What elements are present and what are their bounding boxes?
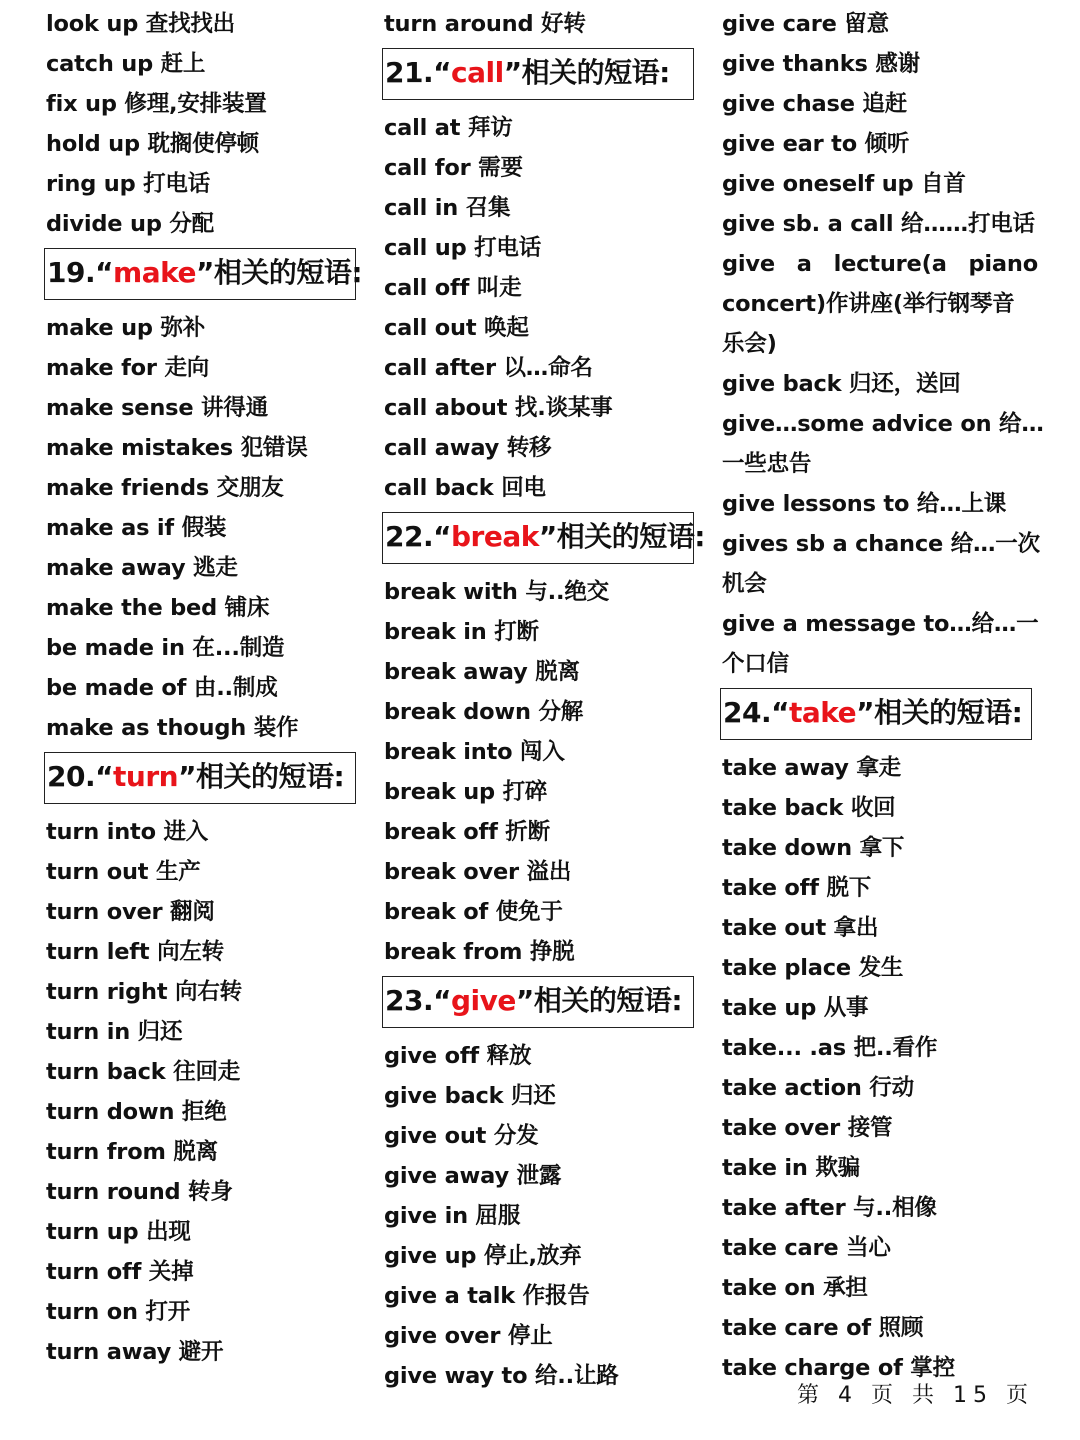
heading-quote: ” [195, 256, 214, 289]
phrase-line: call out 唤起 [384, 315, 529, 341]
phrase-line: give a lecture(a piano [722, 251, 1038, 277]
heading-quote: ” [515, 984, 534, 1017]
phrase-line: give back 归还 [384, 1083, 556, 1109]
phrase-line: give out 分发 [384, 1123, 539, 1149]
heading-keyword: take [789, 696, 857, 729]
phrase-line: take action 行动 [722, 1075, 914, 1101]
phrase-line: give way to 给..让路 [384, 1363, 619, 1389]
phrase-line: take care 当心 [722, 1235, 891, 1261]
phrase-line: 机会 [722, 571, 767, 597]
heading-suffix: 相关的短语: [521, 56, 670, 89]
phrase-line: call after 以…命名 [384, 355, 593, 381]
phrase-line: give care 留意 [722, 11, 889, 37]
phrase-line: make mistakes 犯错误 [46, 435, 308, 461]
heading-suffix: 相关的短语: [874, 696, 1023, 729]
heading-quote: “ [95, 760, 114, 793]
heading-quote: ” [856, 696, 875, 729]
heading-quote: ” [503, 56, 522, 89]
heading-suffix: 相关的短语: [195, 760, 345, 793]
section-heading [44, 248, 363, 300]
phrase-line: turn left 向左转 [46, 939, 224, 965]
phrase-line: hold up 耽搁使停顿 [46, 131, 259, 157]
phrase-line: call away 转移 [384, 435, 552, 461]
phrase-line: break away 脱离 [384, 659, 580, 685]
phrase-line: break down 分解 [384, 699, 584, 725]
heading-quote: “ [433, 56, 452, 89]
phrase-line: make away 逃走 [46, 555, 238, 581]
phrase-line: break from 挣脱 [384, 939, 575, 965]
heading-number: 20. [47, 760, 96, 793]
phrase-line: make up 弥补 [46, 315, 206, 341]
section-heading [382, 512, 705, 564]
phrase-line: give off 释放 [384, 1043, 532, 1069]
phrase-line: break in 打断 [384, 619, 539, 645]
heading-quote: ” [178, 760, 196, 793]
heading-quote: “ [433, 520, 452, 553]
phrase-line: break with 与..绝交 [384, 579, 609, 605]
heading-quote: ” [538, 520, 557, 553]
phrase-line: turn round 转身 [46, 1179, 233, 1205]
phrase-line: call at 拜访 [384, 115, 513, 141]
heading-number: 22. [385, 520, 434, 553]
phrase-line: make for 走向 [46, 355, 210, 381]
phrase-line: call up 打电话 [384, 235, 542, 261]
phrase-line: take off 脱下 [722, 875, 872, 901]
phrase-line: make sense 讲得通 [46, 395, 268, 421]
phrase-line: turn around 好转 [384, 11, 586, 37]
heading-number: 19. [47, 256, 96, 289]
phrase-line: take away 拿走 [722, 755, 901, 781]
phrase-line: fix up 修理,安排装置 [46, 91, 267, 117]
phrase-line: take back 收回 [722, 795, 896, 821]
phrase-line: call off 叫走 [384, 275, 522, 301]
phrase-line: take down 拿下 [722, 835, 905, 861]
phrase-line: make friends 交朋友 [46, 475, 284, 501]
phrase-line: be made in 在...制造 [46, 635, 285, 661]
page-footer: 第 4 页 共 15 页 [797, 1383, 1034, 1408]
phrase-line: give a message to…给…一 [722, 611, 1039, 637]
heading-keyword: turn [113, 760, 179, 793]
phrase-line: call about 找.谈某事 [384, 395, 613, 421]
phrase-line: turn from 脱离 [46, 1139, 218, 1165]
column-3 [722, 4, 1044, 1388]
phrase-line: call back 回电 [384, 475, 546, 501]
heading-quote: “ [95, 256, 114, 289]
phrase-line: 乐会) [722, 331, 777, 357]
section-heading [44, 752, 356, 804]
heading-keyword: make [113, 256, 196, 289]
phrase-line: turn on 打开 [46, 1299, 191, 1325]
phrase-line: make the bed 铺床 [46, 595, 270, 621]
heading-number: 23. [385, 984, 434, 1017]
phrase-line: break up 打碎 [384, 779, 548, 805]
phrase-line: turn away 避开 [46, 1339, 224, 1365]
heading-keyword: break [451, 520, 539, 553]
heading-number: 21. [385, 56, 434, 89]
phrase-line: take charge of 掌控 [722, 1355, 955, 1381]
phrase-line: take place 发生 [722, 955, 904, 981]
phrase-line: give chase 追赶 [722, 91, 908, 117]
phrase-line: break over 溢出 [384, 859, 572, 885]
section-heading [720, 688, 1032, 740]
section-heading [382, 48, 694, 100]
phrase-line: gives sb a chance 给…一次 [722, 531, 1040, 557]
phrase-line: ring up 打电话 [46, 171, 211, 197]
phrase-line: give back 归还，送回 [722, 371, 961, 397]
phrase-line: 个口信 [722, 651, 789, 677]
phrase-line: concert)作讲座(举行钢琴音 [722, 291, 1015, 317]
heading-suffix: 相关的短语: [533, 984, 683, 1017]
phrase-line: take care of 照顾 [722, 1315, 924, 1341]
phrase-line: divide up 分配 [46, 211, 214, 237]
phrase-line: turn into 进入 [46, 819, 209, 845]
phrase-line: be made of 由..制成 [46, 675, 278, 701]
phrase-line: give…some advice on 给… [722, 411, 1044, 437]
phrase-line: turn down 拒绝 [46, 1099, 227, 1125]
phrase-line: turn up 出现 [46, 1219, 191, 1245]
phrase-line: take after 与..相像 [722, 1195, 937, 1221]
phrase-line: give oneself up 自首 [722, 171, 966, 197]
phrase-line: turn out 生产 [46, 859, 201, 885]
phrase-line: give over 停止 [384, 1323, 553, 1349]
section-heading [382, 976, 694, 1028]
phrase-line: make as though 装作 [46, 715, 299, 741]
heading-quote: “ [771, 696, 790, 729]
phrase-line: 一些忠告 [722, 451, 812, 477]
phrase-line: give in 屈服 [384, 1203, 521, 1229]
phrase-line: break off 折断 [384, 819, 550, 845]
heading-suffix: 相关的短语: [556, 520, 705, 553]
phrase-line: look up 查找找出 [46, 11, 235, 37]
heading-suffix: 相关的短语: [213, 256, 363, 289]
phrase-line: give lessons to 给…上课 [722, 491, 1007, 517]
phrase-line: catch up 赶上 [46, 51, 206, 77]
column-2 [384, 4, 705, 1396]
phrase-line: take over 接管 [722, 1115, 893, 1141]
heading-keyword: call [451, 56, 504, 89]
phrase-line: take in 欺骗 [722, 1155, 860, 1181]
heading-quote: “ [433, 984, 452, 1017]
phrase-line: turn over 翻阅 [46, 899, 215, 925]
phrase-line: give up 停止,放弃 [384, 1243, 582, 1269]
phrase-line: break of 使免于 [384, 899, 563, 925]
phrase-line: turn in 归还 [46, 1019, 183, 1045]
phrase-line: turn right 向右转 [46, 979, 242, 1005]
phrase-line: take up 从事 [722, 995, 869, 1021]
phrase-line: give away 泄露 [384, 1163, 562, 1189]
phrase-line: give sb. a call 给……打电话 [722, 211, 1035, 237]
phrase-line: take... .as 把..看作 [722, 1035, 938, 1061]
heading-number: 24. [723, 696, 772, 729]
phrase-line: turn off 关掉 [46, 1259, 194, 1285]
phrase-line: give thanks 感谢 [722, 51, 920, 77]
heading-keyword: give [451, 984, 516, 1017]
phrase-line: turn back 往回走 [46, 1059, 241, 1085]
phrase-line: take out 拿出 [722, 915, 879, 941]
phrase-line: break into 闯入 [384, 739, 565, 765]
phrase-line: make as if 假装 [46, 515, 227, 541]
phrase-line: call in 召集 [384, 195, 511, 221]
phrase-line: give a talk 作报告 [384, 1283, 590, 1309]
phrase-line: give ear to 倾听 [722, 131, 910, 157]
phrase-line: take on 承担 [722, 1275, 868, 1301]
column-1 [46, 4, 362, 1372]
phrase-line: call for 需要 [384, 155, 523, 181]
